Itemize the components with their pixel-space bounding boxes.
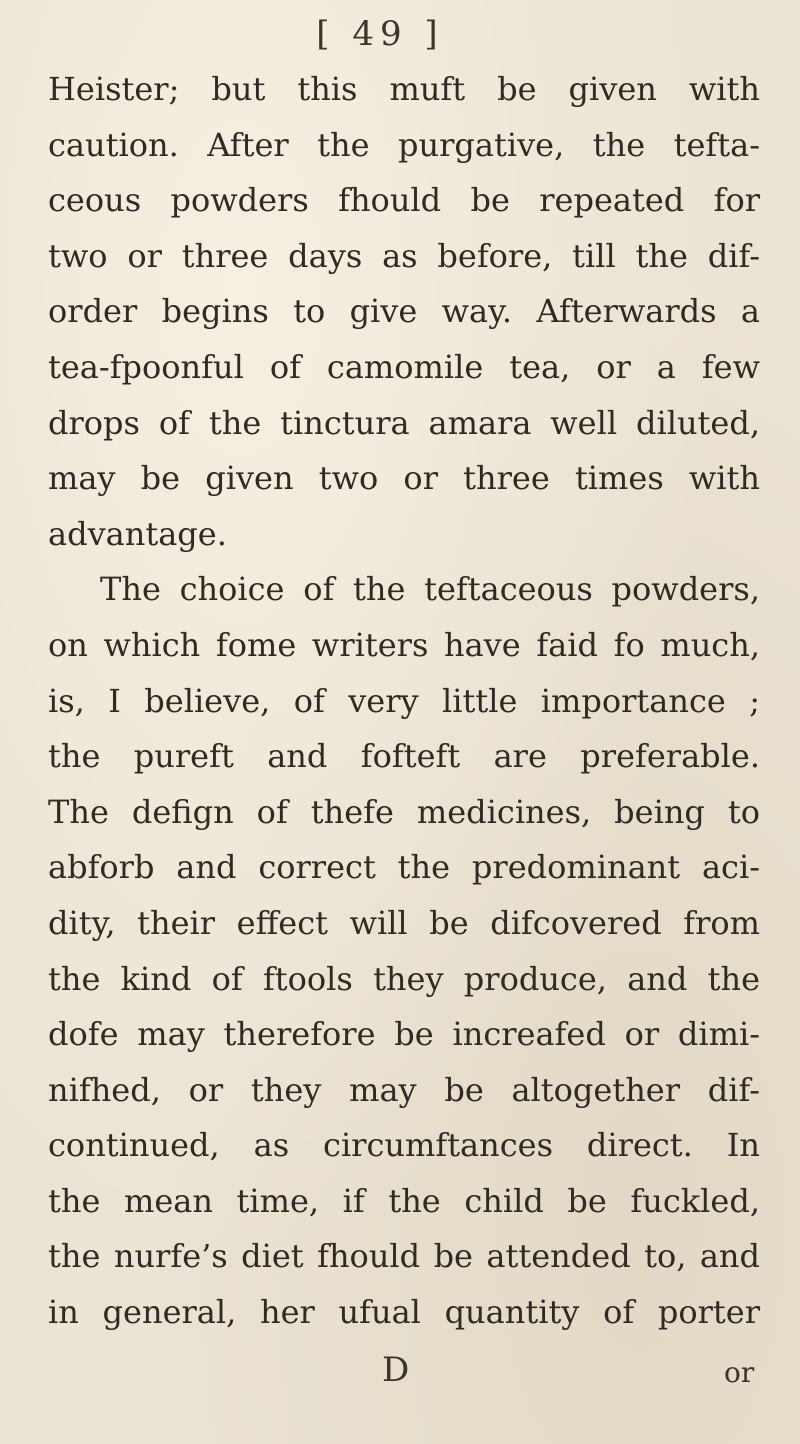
text-line: ceous powders fhould be repeated for <box>48 181 760 220</box>
text-line: the nurfe’s diet fhould be attended to, and <box>48 1237 760 1276</box>
text-line: the mean time, if the child be fuckled, <box>48 1181 760 1220</box>
text-line: dity, their effect will be difcovered from <box>48 903 760 942</box>
paragraph-start-line: The choice of the teftaceous powders, <box>100 570 760 609</box>
text-line: The defign of thefe medicines, being to <box>48 792 760 831</box>
text-line: advantage. <box>48 514 227 553</box>
text-line: is, I believe, of very little importance ; <box>48 681 760 720</box>
page-number: [ 49 ] <box>316 14 444 54</box>
text-line: two or three days as before, till the dif- <box>48 236 760 275</box>
text-line: on which fome writers have faid fo much, <box>48 625 760 664</box>
text-line: the kind of ftools they produce, and the <box>48 959 760 998</box>
text-line: dofe may therefore be increafed or dimi- <box>48 1015 760 1054</box>
signature-mark: D <box>382 1350 410 1390</box>
body-text <box>48 62 760 1341</box>
text-line: nifhed, or they may be altogether dif- <box>48 1070 760 1109</box>
catchword: or <box>724 1356 755 1389</box>
text-line: Heister; but this muft be given with <box>48 70 760 108</box>
text-line: caution. After the purgative, the tefta- <box>48 125 760 164</box>
page-footer <box>0 1350 800 1410</box>
text-line: in general, her ufual quantity of porter <box>48 1293 760 1332</box>
text-line: continued, as circumftances direct. In <box>48 1126 760 1165</box>
text-line: drops of the tinctura amara well diluted, <box>48 403 760 442</box>
text-line: order begins to give way. Afterwards a <box>48 292 760 331</box>
text-line: tea-fpoonful of camomile tea, or a few <box>48 347 760 386</box>
text-line: abforb and correct the predominant aci- <box>48 848 760 887</box>
text-line: the pureft and fofteft are preferable. <box>48 737 760 776</box>
text-line: may be given two or three times with <box>48 459 760 498</box>
